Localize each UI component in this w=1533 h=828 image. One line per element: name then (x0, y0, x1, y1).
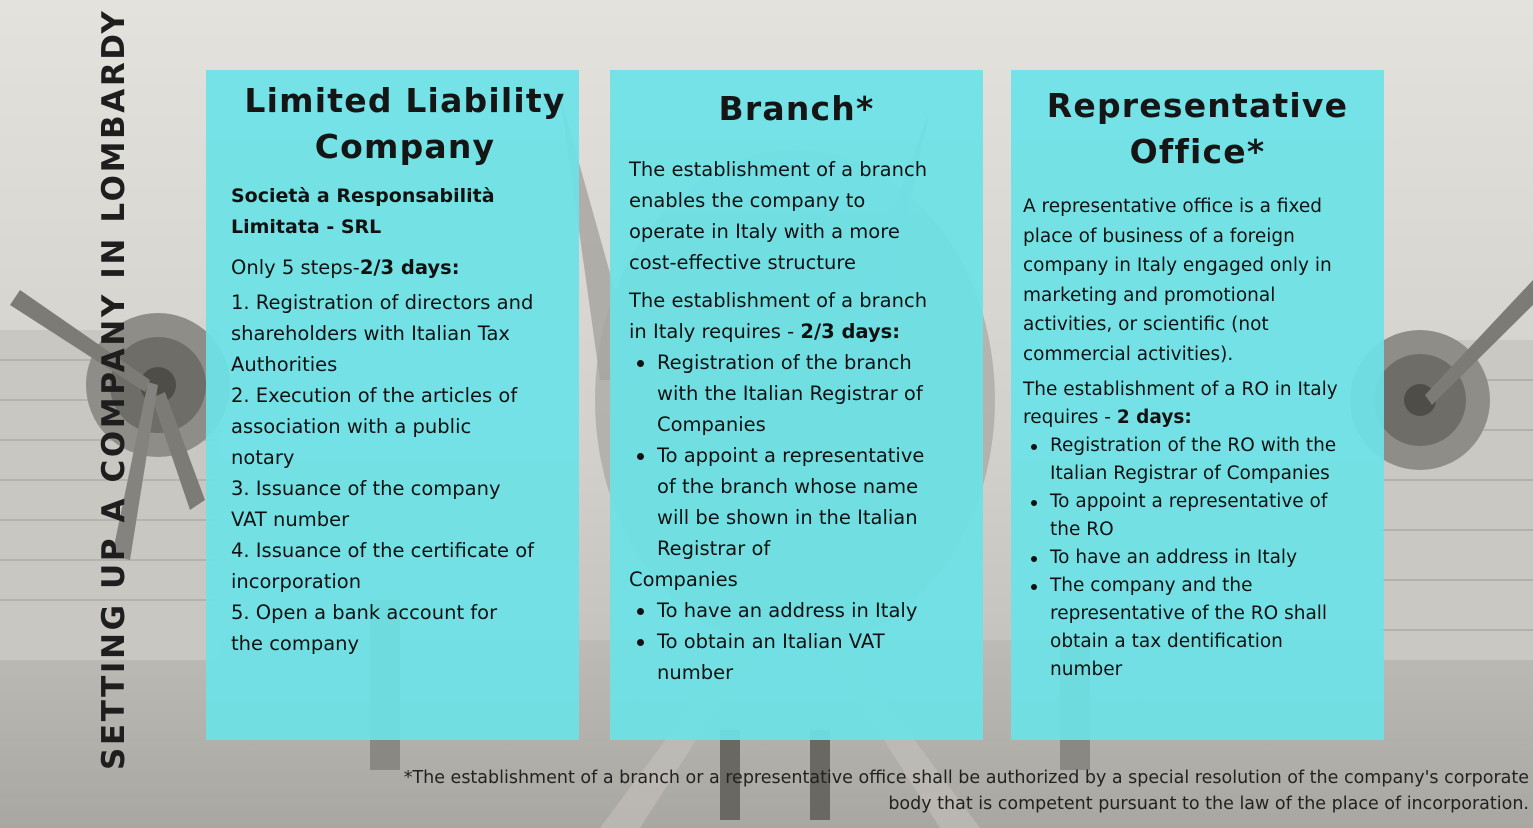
intro-line: marketing and promotional (1023, 284, 1276, 306)
list-item (231, 380, 579, 473)
bullet-line: Italian Registrar of Companies (1050, 463, 1330, 484)
card-ro-title (1011, 83, 1384, 175)
list-item (657, 595, 983, 626)
list-item (231, 287, 579, 380)
bullet-line: with the Italian Registrar of (657, 382, 923, 405)
list-item (1050, 488, 1384, 544)
bullet-line: number (1050, 659, 1123, 680)
list-item (231, 535, 579, 597)
intro-line: activities, or scientific (not (1023, 314, 1269, 335)
footnote (404, 765, 1529, 817)
requires-prefix: requires - (1023, 407, 1117, 428)
bullet-line: the RO (1050, 519, 1114, 540)
list-item (657, 347, 983, 440)
card-ro-title-line1: Representative (1046, 86, 1349, 125)
card-llc-title (206, 78, 579, 170)
bullet-line: Companies (657, 413, 766, 436)
card-llc-subtitle-line1: Società a Responsabilità (231, 185, 495, 207)
list-item (1050, 572, 1384, 684)
step-line: notary (231, 446, 295, 469)
intro-line: operate in Italy with a more (629, 220, 900, 243)
card-branch-requires (629, 285, 983, 347)
step-line: the company (231, 632, 360, 655)
side-title: SETTING UP A COMPANY IN LOMBARDY (96, 8, 132, 770)
card-branch-intro (629, 154, 983, 278)
steps-duration: 2/3 days: (359, 256, 460, 279)
card-representative-office (1011, 70, 1384, 740)
bullet-line: To have an address in Italy (1050, 547, 1298, 568)
card-branch-bullets (629, 347, 983, 564)
bullet-line: Registration of the RO with the (1050, 435, 1337, 456)
bullet-line: representative of the RO shall (1050, 603, 1328, 624)
card-branch-title: Branch* (718, 89, 875, 128)
card-ro-title-line2: Office* (1129, 132, 1266, 171)
requires-duration: 2/3 days: (800, 320, 901, 343)
intro-line: company in Italy engaged only in (1023, 255, 1332, 276)
step-line: 4. Issuance of the certificate of (231, 539, 535, 562)
bullet-line: will be shown in the Italian (657, 506, 918, 529)
requires-line: The establishment of a RO in Italy (1023, 379, 1338, 400)
bullet-line: The company and the (1050, 575, 1253, 596)
card-llc-steps-intro (231, 252, 579, 283)
bullet-line: Registrar of (657, 537, 771, 560)
step-line: association with a public (231, 415, 472, 438)
list-item (1050, 432, 1384, 488)
steps-intro-text: Only 5 steps- (231, 256, 360, 279)
step-line: VAT number (231, 508, 350, 531)
bullet-line: obtain a tax dentification (1050, 631, 1283, 652)
bullet-line: To have an address in Italy (657, 599, 918, 622)
list-item (231, 473, 579, 535)
card-llc-title-line2: Company (314, 127, 496, 166)
bullet-line: of the branch whose name (657, 475, 919, 498)
list-item (657, 626, 983, 688)
card-branch (610, 70, 983, 740)
bullet-line: Registration of the branch (657, 351, 912, 374)
list-item (657, 440, 983, 564)
step-line: shareholders with Italian Tax (231, 322, 510, 345)
intro-line: enables the company to (629, 189, 866, 212)
step-line: incorporation (231, 570, 362, 593)
bullet-line: To appoint a representative of (1050, 491, 1328, 512)
step-line: 2. Execution of the articles of (231, 384, 518, 407)
bullet-line: To obtain an Italian VAT (657, 630, 885, 653)
card-llc-subtitle-line2: Limitata - SRL (231, 216, 382, 238)
card-llc (206, 70, 579, 740)
step-line: 5. Open a bank account for (231, 601, 498, 624)
step-line: Authorities (231, 353, 338, 376)
requires-line: The establishment of a branch (629, 289, 928, 312)
requires-duration: 2 days: (1116, 407, 1192, 428)
card-llc-subtitle (231, 181, 579, 243)
requires-prefix: in Italy requires - (629, 320, 801, 343)
card-ro-bullets (1023, 432, 1384, 684)
list-item (1050, 544, 1384, 572)
card-ro-requires (1023, 376, 1384, 432)
card-branch-bullets-b (629, 595, 983, 688)
card-llc-title-line1: Limited Liability (244, 81, 566, 120)
intro-line: place of business of a foreign (1023, 225, 1295, 247)
step-line: 1. Registration of directors and (231, 291, 534, 314)
intro-line: The establishment of a branch (629, 158, 928, 181)
step-line: 3. Issuance of the company (231, 477, 501, 500)
intro-line: commercial activities). (1023, 343, 1234, 365)
intro-line: cost-effective structure (629, 251, 856, 274)
card-ro-intro (1023, 192, 1384, 369)
card-llc-steps-list (231, 287, 579, 659)
card-branch-orphan-line: Companies (629, 568, 738, 591)
footnote-line: *The establishment of a branch or a representative office shall be authorized by a special resolution of the company's corporate (403, 768, 1529, 788)
bullet-line: number (657, 661, 734, 684)
list-item (231, 597, 579, 659)
footnote-line: body that is competent pursuant to the law of the place of incorporation. (888, 794, 1529, 814)
bullet-line: To appoint a representative (657, 444, 925, 467)
intro-line: A representative office is a fixed (1023, 196, 1323, 217)
